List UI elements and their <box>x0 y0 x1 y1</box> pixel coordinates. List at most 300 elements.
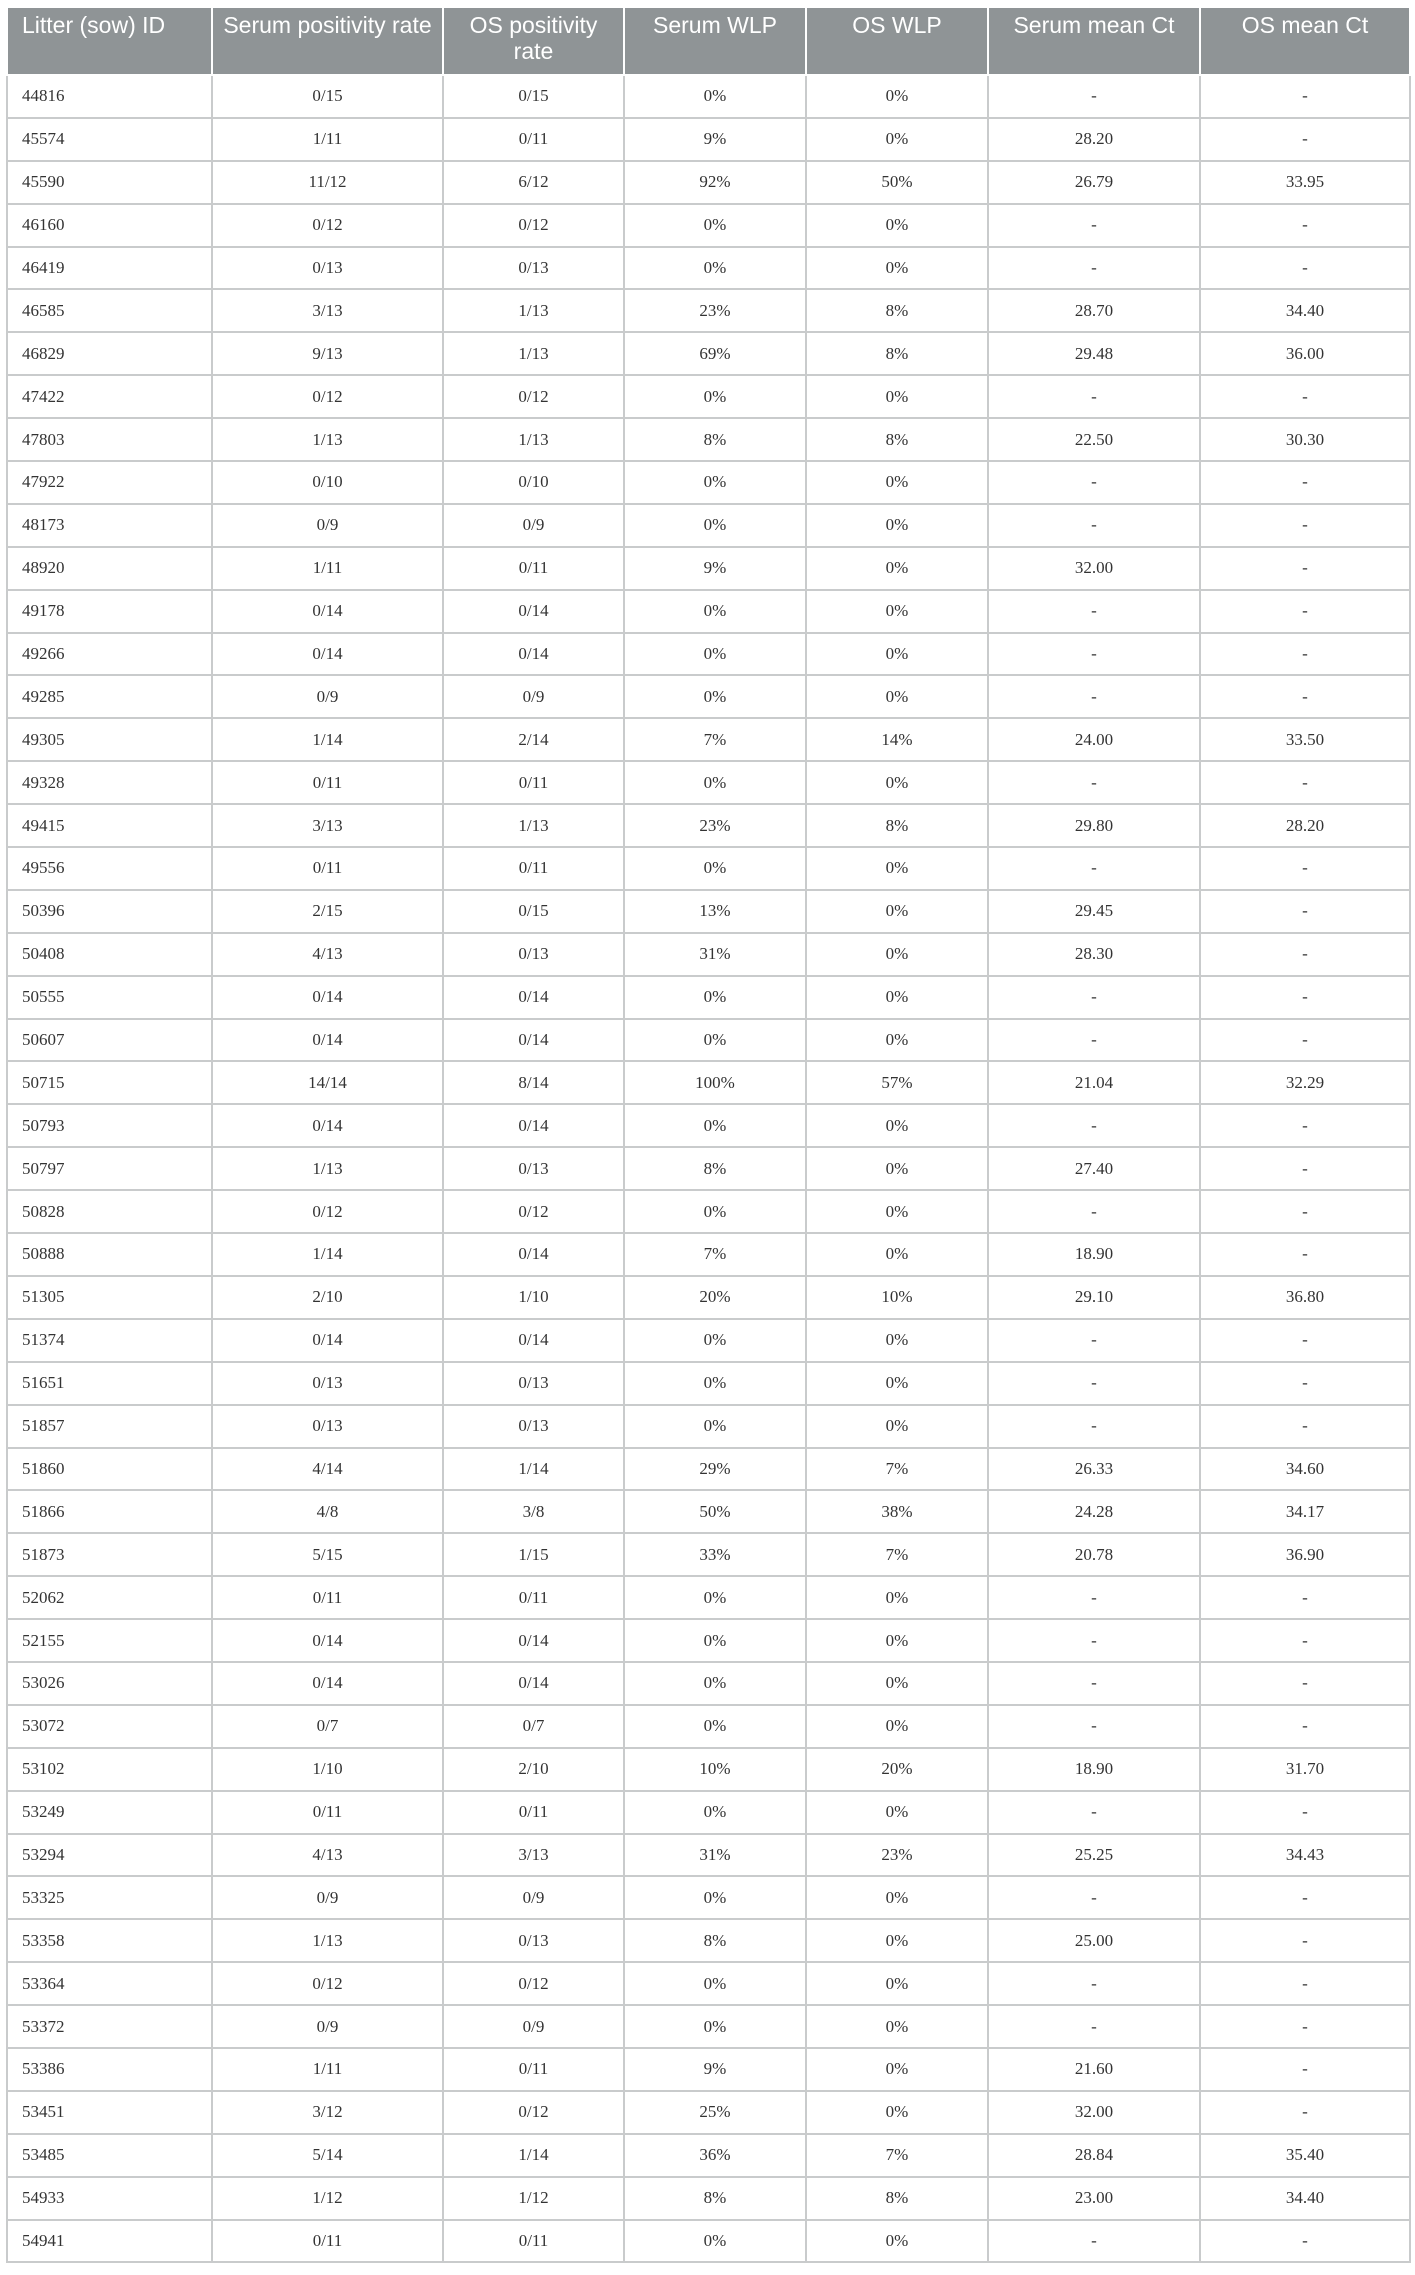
cell-os-positivity-rate: 0/13 <box>443 1919 624 1962</box>
cell-litter-id: 49415 <box>7 804 212 847</box>
cell-serum-mean-ct: 20.78 <box>988 1533 1200 1576</box>
cell-serum-mean-ct: - <box>988 976 1200 1019</box>
cell-serum-positivity-rate: 0/10 <box>212 461 443 504</box>
cell-os-mean-ct: - <box>1200 675 1410 718</box>
cell-litter-id: 44816 <box>7 75 212 118</box>
cell-serum-wlp: 0% <box>624 761 806 804</box>
cell-serum-wlp: 13% <box>624 890 806 933</box>
cell-serum-positivity-rate: 4/13 <box>212 1834 443 1877</box>
table-row <box>7 633 1410 676</box>
cell-litter-id: 53364 <box>7 1962 212 2005</box>
cell-serum-wlp: 33% <box>624 1533 806 1576</box>
cell-os-positivity-rate: 0/12 <box>443 1962 624 2005</box>
cell-serum-mean-ct: - <box>988 633 1200 676</box>
cell-os-wlp: 0% <box>806 75 988 118</box>
cell-os-positivity-rate: 0/13 <box>443 1147 624 1190</box>
cell-os-wlp: 8% <box>806 418 988 461</box>
header-os-positivity-rate: OS positivity rate <box>443 7 624 75</box>
cell-serum-mean-ct: - <box>988 247 1200 290</box>
cell-os-wlp: 0% <box>806 1662 988 1705</box>
cell-serum-wlp: 0% <box>624 847 806 890</box>
cell-os-positivity-rate: 0/11 <box>443 847 624 890</box>
cell-litter-id: 53358 <box>7 1919 212 1962</box>
table-row <box>7 1791 1410 1834</box>
cell-os-positivity-rate: 3/8 <box>443 1490 624 1533</box>
table-row <box>7 890 1410 933</box>
cell-os-positivity-rate: 1/13 <box>443 804 624 847</box>
table-row <box>7 2177 1410 2220</box>
table-row <box>7 761 1410 804</box>
cell-serum-wlp: 50% <box>624 1490 806 1533</box>
cell-serum-positivity-rate: 0/11 <box>212 2220 443 2263</box>
cell-os-positivity-rate: 0/11 <box>443 2220 624 2263</box>
cell-os-mean-ct: 34.43 <box>1200 1834 1410 1877</box>
cell-litter-id: 50396 <box>7 890 212 933</box>
cell-litter-id: 49178 <box>7 590 212 633</box>
cell-serum-positivity-rate: 1/13 <box>212 418 443 461</box>
cell-os-positivity-rate: 0/14 <box>443 1662 624 1705</box>
cell-litter-id: 47922 <box>7 461 212 504</box>
cell-serum-wlp: 0% <box>624 1362 806 1405</box>
cell-serum-wlp: 8% <box>624 1147 806 1190</box>
cell-serum-mean-ct: 24.28 <box>988 1490 1200 1533</box>
cell-serum-positivity-rate: 11/12 <box>212 161 443 204</box>
cell-serum-positivity-rate: 0/13 <box>212 1405 443 1448</box>
cell-os-positivity-rate: 0/15 <box>443 75 624 118</box>
cell-os-mean-ct: - <box>1200 1919 1410 1962</box>
cell-os-wlp: 7% <box>806 2134 988 2177</box>
cell-os-positivity-rate: 1/13 <box>443 332 624 375</box>
cell-serum-positivity-rate: 9/13 <box>212 332 443 375</box>
table-row <box>7 1834 1410 1877</box>
table-row <box>7 289 1410 332</box>
cell-serum-wlp: 0% <box>624 590 806 633</box>
cell-serum-mean-ct: 21.60 <box>988 2048 1200 2091</box>
cell-serum-wlp: 0% <box>624 375 806 418</box>
cell-serum-positivity-rate: 0/14 <box>212 1319 443 1362</box>
cell-litter-id: 49556 <box>7 847 212 890</box>
table-row <box>7 75 1410 118</box>
cell-os-mean-ct: - <box>1200 890 1410 933</box>
cell-os-positivity-rate: 0/12 <box>443 204 624 247</box>
cell-os-mean-ct: - <box>1200 2220 1410 2263</box>
cell-os-wlp: 0% <box>806 461 988 504</box>
cell-os-wlp: 8% <box>806 289 988 332</box>
cell-litter-id: 53294 <box>7 1834 212 1877</box>
cell-os-mean-ct: - <box>1200 933 1410 976</box>
cell-serum-mean-ct: 25.25 <box>988 1834 1200 1877</box>
cell-serum-mean-ct: - <box>988 1576 1200 1619</box>
cell-litter-id: 53072 <box>7 1705 212 1748</box>
table-row <box>7 375 1410 418</box>
cell-serum-mean-ct: 29.10 <box>988 1276 1200 1319</box>
cell-os-wlp: 0% <box>806 590 988 633</box>
cell-serum-positivity-rate: 3/13 <box>212 289 443 332</box>
cell-os-wlp: 0% <box>806 1576 988 1619</box>
cell-os-positivity-rate: 1/15 <box>443 1533 624 1576</box>
cell-serum-wlp: 23% <box>624 804 806 847</box>
cell-serum-wlp: 0% <box>624 1619 806 1662</box>
cell-serum-mean-ct: 32.00 <box>988 2091 1200 2134</box>
cell-serum-mean-ct: 18.90 <box>988 1233 1200 1276</box>
cell-litter-id: 50797 <box>7 1147 212 1190</box>
table-row <box>7 1662 1410 1705</box>
cell-os-mean-ct: - <box>1200 75 1410 118</box>
cell-os-wlp: 0% <box>806 375 988 418</box>
table-row <box>7 1233 1410 1276</box>
cell-litter-id: 47422 <box>7 375 212 418</box>
cell-os-positivity-rate: 0/10 <box>443 461 624 504</box>
header-os-wlp: OS WLP <box>806 7 988 75</box>
cell-litter-id: 49305 <box>7 718 212 761</box>
cell-serum-positivity-rate: 0/9 <box>212 504 443 547</box>
cell-os-mean-ct: - <box>1200 1233 1410 1276</box>
cell-serum-positivity-rate: 1/14 <box>212 718 443 761</box>
cell-serum-positivity-rate: 1/13 <box>212 1919 443 1962</box>
header-serum-wlp: Serum WLP <box>624 7 806 75</box>
cell-litter-id: 49266 <box>7 633 212 676</box>
cell-serum-wlp: 0% <box>624 2220 806 2263</box>
cell-serum-positivity-rate: 5/15 <box>212 1533 443 1576</box>
cell-serum-positivity-rate: 1/12 <box>212 2177 443 2220</box>
cell-serum-positivity-rate: 2/15 <box>212 890 443 933</box>
cell-litter-id: 49285 <box>7 675 212 718</box>
cell-os-wlp: 0% <box>806 933 988 976</box>
cell-litter-id: 46160 <box>7 204 212 247</box>
cell-serum-mean-ct: - <box>988 1962 1200 2005</box>
header-serum-positivity-rate: Serum positivity rate <box>212 7 443 75</box>
cell-os-positivity-rate: 0/9 <box>443 504 624 547</box>
cell-serum-wlp: 23% <box>624 289 806 332</box>
table-row <box>7 2091 1410 2134</box>
cell-os-positivity-rate: 0/14 <box>443 1619 624 1662</box>
cell-os-wlp: 0% <box>806 1362 988 1405</box>
table-row <box>7 1876 1410 1919</box>
cell-litter-id: 48173 <box>7 504 212 547</box>
cell-serum-wlp: 9% <box>624 547 806 590</box>
cell-os-wlp: 7% <box>806 1533 988 1576</box>
cell-serum-positivity-rate: 0/14 <box>212 1619 443 1662</box>
table-row <box>7 118 1410 161</box>
cell-serum-positivity-rate: 0/9 <box>212 2005 443 2048</box>
cell-os-mean-ct: 34.17 <box>1200 1490 1410 1533</box>
cell-serum-positivity-rate: 0/11 <box>212 761 443 804</box>
cell-serum-mean-ct: - <box>988 1190 1200 1233</box>
cell-serum-positivity-rate: 0/13 <box>212 1362 443 1405</box>
cell-os-wlp: 0% <box>806 976 988 1019</box>
header-serum-mean-ct: Serum mean Ct <box>988 7 1200 75</box>
cell-serum-mean-ct: - <box>988 1662 1200 1705</box>
table-row <box>7 933 1410 976</box>
table-header <box>7 7 1410 75</box>
cell-serum-positivity-rate: 3/12 <box>212 2091 443 2134</box>
cell-os-positivity-rate: 0/14 <box>443 1019 624 1062</box>
table-row <box>7 1748 1410 1791</box>
cell-serum-positivity-rate: 0/14 <box>212 633 443 676</box>
table-row <box>7 2048 1410 2091</box>
cell-serum-wlp: 0% <box>624 504 806 547</box>
cell-serum-positivity-rate: 0/7 <box>212 1705 443 1748</box>
table-row <box>7 1190 1410 1233</box>
cell-os-wlp: 0% <box>806 675 988 718</box>
cell-serum-wlp: 0% <box>624 1662 806 1705</box>
cell-litter-id: 51866 <box>7 1490 212 1533</box>
table-row <box>7 1962 1410 2005</box>
cell-litter-id: 46419 <box>7 247 212 290</box>
cell-os-mean-ct: - <box>1200 847 1410 890</box>
cell-serum-mean-ct: 22.50 <box>988 418 1200 461</box>
cell-serum-wlp: 0% <box>624 461 806 504</box>
cell-litter-id: 45590 <box>7 161 212 204</box>
header-litter-id: Litter (sow) ID <box>7 7 212 75</box>
cell-os-mean-ct: - <box>1200 1319 1410 1362</box>
cell-os-positivity-rate: 0/11 <box>443 118 624 161</box>
cell-os-wlp: 50% <box>806 161 988 204</box>
cell-litter-id: 51651 <box>7 1362 212 1405</box>
cell-serum-positivity-rate: 5/14 <box>212 2134 443 2177</box>
table-row <box>7 1919 1410 1962</box>
cell-litter-id: 51860 <box>7 1448 212 1491</box>
cell-serum-positivity-rate: 0/12 <box>212 375 443 418</box>
cell-os-mean-ct: - <box>1200 1147 1410 1190</box>
cell-serum-positivity-rate: 0/9 <box>212 675 443 718</box>
cell-serum-wlp: 0% <box>624 75 806 118</box>
cell-litter-id: 45574 <box>7 118 212 161</box>
cell-os-wlp: 0% <box>806 247 988 290</box>
cell-os-positivity-rate: 0/13 <box>443 1362 624 1405</box>
cell-os-mean-ct: - <box>1200 2091 1410 2134</box>
cell-os-mean-ct: - <box>1200 547 1410 590</box>
cell-serum-positivity-rate: 1/13 <box>212 1147 443 1190</box>
cell-serum-mean-ct: 23.00 <box>988 2177 1200 2220</box>
cell-os-wlp: 0% <box>806 890 988 933</box>
cell-os-mean-ct: - <box>1200 1190 1410 1233</box>
cell-os-positivity-rate: 0/12 <box>443 375 624 418</box>
table-row <box>7 1533 1410 1576</box>
cell-serum-mean-ct: - <box>988 1876 1200 1919</box>
cell-os-mean-ct: 33.95 <box>1200 161 1410 204</box>
cell-os-wlp: 20% <box>806 1748 988 1791</box>
cell-os-mean-ct: - <box>1200 1791 1410 1834</box>
cell-serum-mean-ct: 18.90 <box>988 1748 1200 1791</box>
cell-litter-id: 46829 <box>7 332 212 375</box>
table-row <box>7 2005 1410 2048</box>
cell-serum-positivity-rate: 4/13 <box>212 933 443 976</box>
cell-os-wlp: 0% <box>806 504 988 547</box>
table-row <box>7 2220 1410 2263</box>
table-row <box>7 804 1410 847</box>
cell-litter-id: 50828 <box>7 1190 212 1233</box>
cell-serum-positivity-rate: 1/11 <box>212 118 443 161</box>
table-row <box>7 1490 1410 1533</box>
cell-os-positivity-rate: 0/9 <box>443 675 624 718</box>
cell-serum-wlp: 0% <box>624 2005 806 2048</box>
cell-serum-mean-ct: 27.40 <box>988 1147 1200 1190</box>
cell-os-mean-ct: - <box>1200 1019 1410 1062</box>
cell-serum-wlp: 31% <box>624 1834 806 1877</box>
cell-litter-id: 50888 <box>7 1233 212 1276</box>
cell-litter-id: 53249 <box>7 1791 212 1834</box>
cell-os-wlp: 8% <box>806 332 988 375</box>
cell-litter-id: 50793 <box>7 1104 212 1147</box>
table-row <box>7 976 1410 1019</box>
cell-litter-id: 51374 <box>7 1319 212 1362</box>
cell-serum-positivity-rate: 0/15 <box>212 75 443 118</box>
cell-os-mean-ct: - <box>1200 118 1410 161</box>
table-row <box>7 1405 1410 1448</box>
cell-os-positivity-rate: 0/13 <box>443 1405 624 1448</box>
cell-serum-positivity-rate: 0/11 <box>212 1576 443 1619</box>
cell-os-positivity-rate: 0/14 <box>443 590 624 633</box>
cell-serum-wlp: 0% <box>624 1876 806 1919</box>
cell-serum-mean-ct: - <box>988 75 1200 118</box>
cell-litter-id: 53325 <box>7 1876 212 1919</box>
cell-os-wlp: 0% <box>806 847 988 890</box>
cell-litter-id: 53451 <box>7 2091 212 2134</box>
table-row <box>7 161 1410 204</box>
table-row <box>7 332 1410 375</box>
cell-serum-positivity-rate: 0/14 <box>212 976 443 1019</box>
cell-os-mean-ct: - <box>1200 204 1410 247</box>
cell-serum-mean-ct: - <box>988 2005 1200 2048</box>
table-row <box>7 590 1410 633</box>
cell-serum-mean-ct: 26.79 <box>988 161 1200 204</box>
cell-serum-mean-ct: 28.20 <box>988 118 1200 161</box>
cell-os-mean-ct: - <box>1200 1104 1410 1147</box>
cell-os-mean-ct: 28.20 <box>1200 804 1410 847</box>
cell-litter-id: 53485 <box>7 2134 212 2177</box>
cell-serum-wlp: 8% <box>624 418 806 461</box>
cell-serum-positivity-rate: 0/14 <box>212 1104 443 1147</box>
table-row <box>7 247 1410 290</box>
table-row <box>7 461 1410 504</box>
cell-os-positivity-rate: 0/11 <box>443 761 624 804</box>
cell-os-mean-ct: - <box>1200 1405 1410 1448</box>
cell-os-wlp: 14% <box>806 718 988 761</box>
table-row <box>7 1705 1410 1748</box>
cell-os-mean-ct: - <box>1200 504 1410 547</box>
cell-os-wlp: 0% <box>806 1405 988 1448</box>
cell-serum-positivity-rate: 0/12 <box>212 1190 443 1233</box>
cell-serum-wlp: 8% <box>624 2177 806 2220</box>
cell-litter-id: 52062 <box>7 1576 212 1619</box>
cell-serum-mean-ct: 26.33 <box>988 1448 1200 1491</box>
cell-os-mean-ct: - <box>1200 1576 1410 1619</box>
cell-os-wlp: 0% <box>806 633 988 676</box>
cell-serum-wlp: 25% <box>624 2091 806 2134</box>
cell-serum-mean-ct: 32.00 <box>988 547 1200 590</box>
cell-serum-wlp: 0% <box>624 1104 806 1147</box>
cell-os-wlp: 0% <box>806 2048 988 2091</box>
cell-serum-wlp: 0% <box>624 1576 806 1619</box>
cell-litter-id: 54941 <box>7 2220 212 2263</box>
cell-os-mean-ct: 32.29 <box>1200 1061 1410 1104</box>
cell-os-wlp: 0% <box>806 1962 988 2005</box>
cell-serum-positivity-rate: 0/9 <box>212 1876 443 1919</box>
cell-litter-id: 53026 <box>7 1662 212 1705</box>
cell-os-positivity-rate: 1/12 <box>443 2177 624 2220</box>
cell-serum-wlp: 0% <box>624 976 806 1019</box>
cell-serum-wlp: 0% <box>624 1019 806 1062</box>
cell-serum-mean-ct: 28.70 <box>988 289 1200 332</box>
cell-litter-id: 54933 <box>7 2177 212 2220</box>
table-row <box>7 418 1410 461</box>
cell-serum-mean-ct: - <box>988 1019 1200 1062</box>
table-row <box>7 1619 1410 1662</box>
cell-os-positivity-rate: 0/14 <box>443 1104 624 1147</box>
cell-os-positivity-rate: 6/12 <box>443 161 624 204</box>
cell-os-wlp: 23% <box>806 1834 988 1877</box>
cell-serum-mean-ct: - <box>988 504 1200 547</box>
cell-serum-wlp: 9% <box>624 2048 806 2091</box>
table-row <box>7 1276 1410 1319</box>
cell-os-wlp: 0% <box>806 204 988 247</box>
cell-serum-mean-ct: 21.04 <box>988 1061 1200 1104</box>
cell-serum-wlp: 0% <box>624 1962 806 2005</box>
table-row <box>7 718 1410 761</box>
cell-os-mean-ct: - <box>1200 2048 1410 2091</box>
cell-serum-mean-ct: - <box>988 675 1200 718</box>
cell-litter-id: 51873 <box>7 1533 212 1576</box>
cell-os-wlp: 0% <box>806 118 988 161</box>
cell-serum-wlp: 10% <box>624 1748 806 1791</box>
cell-os-mean-ct: - <box>1200 976 1410 1019</box>
cell-os-mean-ct: - <box>1200 1662 1410 1705</box>
cell-os-mean-ct: - <box>1200 1876 1410 1919</box>
cell-os-wlp: 57% <box>806 1061 988 1104</box>
cell-os-mean-ct: - <box>1200 761 1410 804</box>
cell-litter-id: 49328 <box>7 761 212 804</box>
cell-serum-mean-ct: - <box>988 1362 1200 1405</box>
cell-serum-wlp: 7% <box>624 718 806 761</box>
cell-os-wlp: 0% <box>806 1919 988 1962</box>
cell-os-positivity-rate: 0/11 <box>443 2048 624 2091</box>
cell-litter-id: 53102 <box>7 1748 212 1791</box>
cell-litter-id: 50555 <box>7 976 212 1019</box>
cell-os-mean-ct: - <box>1200 633 1410 676</box>
cell-os-positivity-rate: 1/10 <box>443 1276 624 1319</box>
cell-os-mean-ct: 30.30 <box>1200 418 1410 461</box>
header-os-mean-ct: OS mean Ct <box>1200 7 1410 75</box>
cell-serum-mean-ct: - <box>988 1791 1200 1834</box>
cell-serum-mean-ct: - <box>988 1319 1200 1362</box>
cell-serum-positivity-rate: 2/10 <box>212 1276 443 1319</box>
cell-serum-wlp: 29% <box>624 1448 806 1491</box>
cell-serum-mean-ct: - <box>988 375 1200 418</box>
cell-litter-id: 48920 <box>7 547 212 590</box>
cell-os-wlp: 0% <box>806 1190 988 1233</box>
cell-os-wlp: 10% <box>806 1276 988 1319</box>
cell-serum-wlp: 0% <box>624 1705 806 1748</box>
cell-os-wlp: 7% <box>806 1448 988 1491</box>
cell-serum-mean-ct: - <box>988 1705 1200 1748</box>
cell-serum-mean-ct: - <box>988 1104 1200 1147</box>
cell-litter-id: 50408 <box>7 933 212 976</box>
cell-litter-id: 53386 <box>7 2048 212 2091</box>
cell-os-positivity-rate: 0/13 <box>443 247 624 290</box>
cell-serum-mean-ct: - <box>988 461 1200 504</box>
cell-os-mean-ct: 34.40 <box>1200 289 1410 332</box>
cell-os-mean-ct: - <box>1200 2005 1410 2048</box>
cell-os-positivity-rate: 0/9 <box>443 2005 624 2048</box>
cell-os-wlp: 0% <box>806 1876 988 1919</box>
table-row <box>7 547 1410 590</box>
cell-litter-id: 50715 <box>7 1061 212 1104</box>
cell-serum-wlp: 0% <box>624 247 806 290</box>
cell-os-positivity-rate: 0/14 <box>443 633 624 676</box>
cell-os-mean-ct: - <box>1200 1705 1410 1748</box>
cell-serum-mean-ct: - <box>988 204 1200 247</box>
